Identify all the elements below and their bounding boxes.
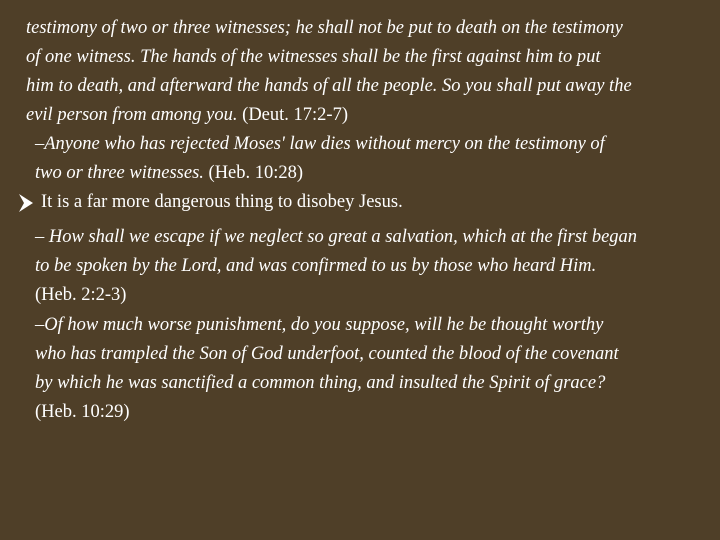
text-line: evil person from among you.	[26, 105, 243, 125]
text-line-with-reference	[35, 159, 605, 188]
scripture-reference: (Heb. 10:28)	[208, 163, 304, 183]
text-line: by which he was sanctified a common thing, and insulted the Spirit of grace?	[35, 373, 606, 393]
sub-point-heb-10-28	[35, 130, 605, 188]
text-line: –Anyone who has rejected Moses' law dies without mercy on the testimony of	[35, 134, 605, 154]
text-line-with-reference	[26, 101, 632, 130]
scripture-reference: (Heb. 10:29)	[35, 402, 130, 422]
text-line: of one witness. The hands of the witnesses shall be the first against him to put	[26, 47, 601, 67]
bullet-text: It is a far more dangerous thing to disobey Jesus.	[41, 192, 403, 212]
text-line: to be spoken by the Lord, and was confirmed to us by those who heard Him.	[35, 256, 597, 276]
bullet-line	[18, 188, 403, 217]
bullet-point	[18, 188, 403, 217]
scripture-reference: (Deut. 17:2-7)	[242, 105, 348, 125]
text-line: – How shall we escape if we neglect so great a salvation, which at the first began	[35, 227, 638, 247]
scripture-reference: (Heb. 2:2-3)	[35, 285, 127, 305]
text-line: who has trampled the Son of God underfoot, counted the blood of the covenant	[35, 344, 619, 364]
arrow-bullet-icon	[18, 193, 34, 213]
text-line: –Of how much worse punishment, do you suppose, will he be thought worthy	[35, 315, 604, 335]
text-line: testimony of two or three witnesses; he shall not be put to death on the testimony	[26, 18, 623, 38]
sub-point-heb-2-2-3	[35, 223, 637, 310]
scripture-paragraph-deut	[26, 14, 632, 130]
text-line: him to death, and afterward the hands of all the people. So you shall put away the	[26, 76, 632, 96]
text-line: two or three witnesses.	[35, 163, 209, 183]
sub-point-heb-10-29	[35, 311, 619, 427]
